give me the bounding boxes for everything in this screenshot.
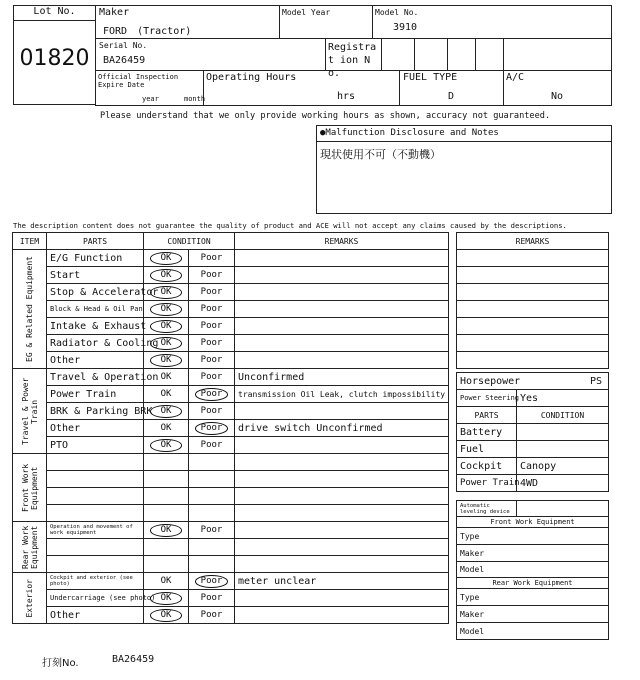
cockpit-label: Cockpit	[457, 458, 517, 475]
right-remarks-table	[456, 232, 609, 369]
ok-circled: OK	[150, 405, 183, 418]
part-name: Intake & Exhaust	[47, 318, 144, 335]
registration-label: Registrat ion No.	[328, 42, 377, 79]
ok-circled: OK	[150, 286, 183, 299]
lot-number: 01820	[19, 46, 90, 71]
condition-header: CONDITION	[144, 233, 235, 250]
fuel-value: D	[448, 91, 455, 102]
divider	[95, 38, 612, 39]
remark	[235, 335, 449, 352]
part-name	[47, 488, 144, 505]
poor-cell[interactable]	[189, 454, 235, 471]
item-header: ITEM	[13, 233, 47, 250]
right-remarks-row	[457, 250, 609, 267]
poor-cell[interactable]	[189, 318, 235, 335]
ok-circled: OK	[150, 252, 183, 265]
ok-cell[interactable]	[144, 573, 189, 590]
ok-circled: OK	[150, 439, 183, 452]
poor-cell[interactable]	[189, 590, 235, 607]
remark	[235, 590, 449, 607]
remark	[235, 301, 449, 318]
ok-circled: OK	[150, 303, 183, 316]
right-remarks-row	[457, 318, 609, 335]
remark	[235, 437, 449, 454]
poor-cell[interactable]	[189, 403, 235, 420]
right-remarks-row	[457, 284, 609, 301]
poor-label: Poor	[200, 253, 223, 263]
divider	[399, 70, 400, 106]
table-row	[13, 386, 449, 403]
part-name: Other	[47, 352, 144, 369]
part-name	[47, 539, 144, 556]
poor-cell[interactable]	[189, 386, 235, 403]
parts-header: PARTS	[47, 233, 144, 250]
hours-unit: hrs	[337, 91, 356, 102]
horsepower-label: Horsepower	[460, 375, 521, 387]
ok-label: OK	[160, 372, 172, 382]
poor-circled: Poor	[195, 388, 229, 401]
remark	[235, 403, 449, 420]
ac-label: A/C	[506, 72, 525, 83]
divider	[325, 38, 326, 70]
fuel-label: FUEL TYPE	[403, 72, 458, 83]
table-row	[13, 250, 449, 267]
poor-cell[interactable]	[189, 505, 235, 522]
fuel-row-value	[517, 441, 609, 458]
hours-label: Operating Hours	[206, 72, 297, 83]
rear-model-label: Model	[457, 623, 609, 640]
auto-leveling-value	[517, 501, 609, 517]
poor-label: Poor	[200, 440, 223, 450]
poor-cell[interactable]	[189, 250, 235, 267]
remark	[235, 318, 449, 335]
remark	[235, 488, 449, 505]
spec-parts-header: PARTS	[457, 407, 517, 424]
table-row	[13, 607, 449, 624]
part-name: Block & Head & Oil Pan	[47, 301, 144, 318]
front-work-title: Front Work Equipment	[457, 517, 609, 528]
ok-cell[interactable]	[144, 488, 189, 505]
right-remarks-row	[457, 335, 609, 352]
ok-cell[interactable]	[144, 301, 189, 318]
stamp-value: BA26459	[112, 654, 155, 665]
ok-circled: OK	[150, 609, 183, 622]
poor-cell[interactable]	[189, 573, 235, 590]
remark	[235, 284, 449, 301]
remark	[235, 505, 449, 522]
divider	[414, 38, 415, 70]
part-name: Power Train	[47, 386, 144, 403]
remark	[235, 471, 449, 488]
table-row	[13, 318, 449, 335]
month-label: month	[184, 95, 206, 103]
table-row	[13, 539, 449, 556]
part-name: Cockpit and exterior (see photo)	[47, 573, 144, 590]
table-row	[13, 369, 449, 386]
remark	[235, 539, 449, 556]
poor-cell[interactable]	[189, 301, 235, 318]
group-label-text: Exterior	[25, 578, 34, 618]
poor-cell[interactable]	[189, 471, 235, 488]
remark	[235, 454, 449, 471]
year-label: year	[142, 95, 159, 103]
ok-circled: OK	[150, 524, 183, 537]
part-name: PTO	[47, 437, 144, 454]
model-no-label: Model No.	[375, 8, 419, 17]
ok-cell[interactable]	[144, 607, 189, 624]
right-remarks-row	[457, 301, 609, 318]
table-row	[13, 335, 449, 352]
divider	[316, 141, 612, 142]
inspection-label: Official Inspection Expire Date	[98, 73, 179, 89]
ok-cell[interactable]	[144, 556, 189, 573]
divider	[475, 38, 476, 70]
ok-cell[interactable]	[144, 403, 189, 420]
group-label-text: EG & Related Equipment	[25, 256, 34, 362]
table-header-row	[13, 233, 449, 250]
part-name: Start	[47, 267, 144, 284]
poor-label: Poor	[200, 304, 223, 314]
poor-label: Poor	[200, 372, 223, 382]
table-row	[13, 590, 449, 607]
ok-cell[interactable]	[144, 471, 189, 488]
ok-cell[interactable]	[144, 267, 189, 284]
hours-note: Please understand that we only provide working hours as shown, accuracy not guaranteed.	[100, 111, 551, 121]
divider	[372, 5, 373, 38]
table-row	[13, 284, 449, 301]
rear-work-table	[456, 577, 609, 640]
group-label	[13, 250, 47, 369]
fuel-row-label: Fuel	[457, 441, 517, 458]
table-row	[13, 301, 449, 318]
maker-label: Maker	[99, 7, 130, 18]
spec-table	[456, 372, 609, 492]
ok-circled: OK	[150, 320, 183, 333]
remark	[235, 250, 449, 267]
table-row	[13, 420, 449, 437]
table-row	[13, 437, 449, 454]
poor-circled: Poor	[195, 575, 229, 588]
remark	[235, 556, 449, 573]
maker-value: FORD (Tractor)	[103, 26, 192, 37]
part-name	[47, 556, 144, 573]
ok-label: OK	[160, 389, 172, 399]
ok-cell[interactable]	[144, 590, 189, 607]
lot-label: Lot No.	[33, 6, 76, 17]
part-name: E/G Function	[47, 250, 144, 267]
malfunction-box	[316, 125, 612, 214]
part-name	[47, 505, 144, 522]
ok-cell[interactable]	[144, 318, 189, 335]
front-model-label: Model	[457, 562, 609, 578]
poor-cell[interactable]	[189, 369, 235, 386]
poor-cell[interactable]	[189, 335, 235, 352]
poor-label: Poor	[200, 593, 223, 603]
group-label-text: Rear Work Equipment	[20, 525, 39, 569]
part-name: BRK & Parking BRK	[47, 403, 144, 420]
poor-cell[interactable]	[189, 607, 235, 624]
table-row	[13, 488, 449, 505]
rear-type-label: Type	[457, 589, 609, 606]
remark	[235, 522, 449, 539]
battery-label: Battery	[457, 424, 517, 441]
group-label	[13, 522, 47, 573]
ok-cell[interactable]	[144, 539, 189, 556]
right-remarks-row	[457, 267, 609, 284]
front-maker-label: Maker	[457, 545, 609, 562]
remark	[235, 352, 449, 369]
power-steering-value: Yes	[517, 390, 609, 407]
divider	[503, 38, 504, 70]
ok-circled: OK	[150, 269, 183, 282]
poor-cell[interactable]	[189, 556, 235, 573]
rear-work-title: Rear Work Equipment	[457, 578, 609, 589]
poor-cell[interactable]	[189, 488, 235, 505]
part-name: Undercarriage (see photo)	[47, 590, 144, 607]
power-train-value: 4WD	[517, 475, 609, 492]
remarks-header: REMARKS	[235, 233, 449, 250]
part-name: Operation and movement of work equipment	[47, 522, 144, 539]
remark	[235, 607, 449, 624]
remark	[235, 267, 449, 284]
divider	[503, 70, 504, 106]
table-row	[13, 352, 449, 369]
ok-cell[interactable]	[144, 284, 189, 301]
poor-label: Poor	[200, 355, 223, 365]
power-train-label: Power Train	[457, 475, 517, 492]
ok-label: OK	[160, 576, 172, 586]
poor-cell[interactable]	[189, 267, 235, 284]
table-row	[13, 403, 449, 420]
auto-leveling-label: Automatic leveling device	[457, 501, 517, 517]
group-label-text: Front Work Equipment	[20, 463, 39, 512]
part-name: Other	[47, 420, 144, 437]
part-name	[47, 471, 144, 488]
disclaimer: The description content does not guarantee the quality of product and ACE will not accept any claims caused by the descriptions.	[13, 221, 567, 230]
front-type-label: Type	[457, 528, 609, 545]
ok-cell[interactable]	[144, 386, 189, 403]
table-row	[13, 573, 449, 590]
model-no-value: 3910	[393, 22, 418, 33]
remark: transmission Oil Leak, clutch impossibility	[235, 386, 449, 403]
ac-value: No	[551, 91, 564, 102]
part-name	[47, 454, 144, 471]
divider	[381, 38, 382, 70]
ok-circled: OK	[150, 354, 183, 367]
ok-cell[interactable]	[144, 454, 189, 471]
poor-label: Poor	[200, 321, 223, 331]
front-work-table	[456, 500, 609, 578]
remark: drive switch Unconfirmed	[235, 420, 449, 437]
poor-cell[interactable]	[189, 284, 235, 301]
remark: meter unclear	[235, 573, 449, 590]
ok-circled: OK	[150, 592, 183, 605]
poor-cell[interactable]	[189, 352, 235, 369]
ok-cell[interactable]	[144, 437, 189, 454]
poor-cell[interactable]	[189, 522, 235, 539]
cockpit-value: Canopy	[517, 458, 609, 475]
ok-label: OK	[160, 423, 172, 433]
right-remarks-header: REMARKS	[457, 233, 609, 250]
group-label	[13, 454, 47, 522]
poor-label: Poor	[200, 270, 223, 280]
part-name: Radiator & Cooling	[47, 335, 144, 352]
horsepower-unit: PS	[589, 375, 603, 387]
condition-table	[12, 232, 449, 624]
serial-label: Serial No.	[99, 41, 148, 50]
poor-label: Poor	[200, 338, 223, 348]
part-name: Travel & Operation	[47, 369, 144, 386]
poor-label: Poor	[200, 287, 223, 297]
malfunction-title: ●Malfunction Disclosure and Notes	[320, 128, 499, 138]
poor-label: Poor	[200, 610, 223, 620]
poor-circled: Poor	[195, 422, 229, 435]
horsepower-row	[457, 373, 609, 390]
spec-condition-header: CONDITION	[517, 407, 609, 424]
rear-maker-label: Maker	[457, 606, 609, 623]
poor-label: Poor	[200, 406, 223, 416]
table-row	[13, 556, 449, 573]
poor-cell[interactable]	[189, 420, 235, 437]
group-label	[13, 573, 47, 624]
model-year-label: Model Year	[282, 8, 331, 17]
table-row	[13, 471, 449, 488]
ok-cell[interactable]	[144, 505, 189, 522]
table-row	[13, 505, 449, 522]
divider	[279, 5, 280, 38]
malfunction-text: 現状使用不可（不動機）	[320, 148, 441, 161]
ok-cell[interactable]	[144, 522, 189, 539]
ok-cell[interactable]	[144, 250, 189, 267]
group-label	[13, 369, 47, 454]
ok-cell[interactable]	[144, 352, 189, 369]
battery-value	[517, 424, 609, 441]
poor-cell[interactable]	[189, 437, 235, 454]
divider	[447, 38, 448, 70]
ok-cell[interactable]	[144, 420, 189, 437]
part-name: Other	[47, 607, 144, 624]
table-row	[13, 454, 449, 471]
group-label-text: Travel & Power Train	[20, 377, 39, 445]
serial-value: BA26459	[103, 55, 146, 66]
ok-circled: OK	[150, 337, 183, 350]
poor-label: Poor	[200, 525, 223, 535]
ok-cell[interactable]	[144, 335, 189, 352]
part-name: Stop & Accelerator	[47, 284, 144, 301]
remark: Unconfirmed	[235, 369, 449, 386]
power-steering-label: Power Steering	[457, 390, 517, 407]
table-row	[13, 267, 449, 284]
right-remarks-row	[457, 352, 609, 369]
poor-cell[interactable]	[189, 539, 235, 556]
stamp-label: 打刻No.	[42, 658, 79, 669]
table-row	[13, 522, 449, 539]
